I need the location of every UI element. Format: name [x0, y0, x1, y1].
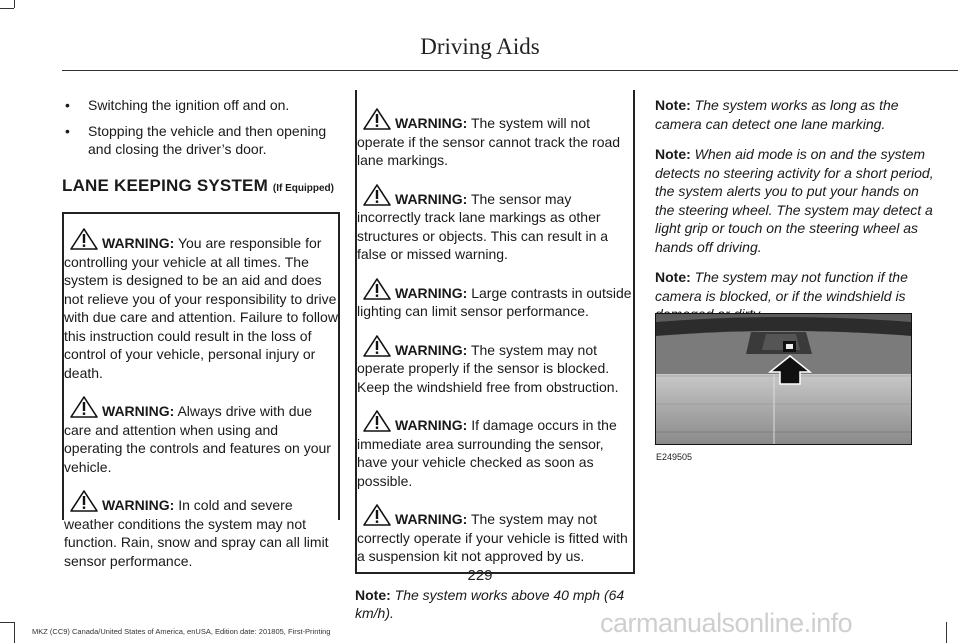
warning-item: WARNING: The sensor may incorrectly track lane markings as other structures or objects. This can result in a false or missed warning. — [357, 184, 633, 264]
note: Note: The system may not function if the camera is blocked, or if the windshield is — [655, 269, 908, 304]
camera-location-illustration — [655, 313, 912, 445]
column-1 — [62, 96, 340, 569]
warning-box — [355, 90, 635, 574]
bullet-list — [62, 96, 340, 159]
edition-footer: MKZ (CC9) Canada/United States of America, enUSA, Edition date: 201805, First-Printing — [32, 627, 331, 636]
warning-item: WARNING: The system may not operate properly if the sensor is blocked. Keep the windshield free from obstruction. — [357, 335, 633, 397]
warning-triangle-icon — [70, 228, 98, 250]
warning-triangle-icon — [363, 410, 391, 432]
warning-item: WARNING: The system may not correctly operate if your vehicle is fitted with a suspension kit not approved by us. — [357, 504, 633, 566]
list-item: • Stopping the vehicle and then opening and closing the driver’s door. — [65, 122, 327, 157]
warning-triangle-icon — [363, 108, 391, 130]
windshield-camera-drawing — [656, 314, 911, 444]
warning-item: WARNING: Always drive with due care and attention when using and operating the controls and features on your vehicle. — [64, 396, 338, 476]
crop-mark-bottom-left-vertical — [14, 622, 15, 643]
warning-triangle-icon — [70, 490, 98, 512]
warning-item: WARNING: If damage occurs in the immediate area surrounding the sensor, have your vehicle checked as soon as possible. — [357, 410, 633, 490]
crop-mark-bottom-left — [0, 622, 14, 623]
page-title: Driving Aids — [420, 34, 540, 59]
warning-triangle-icon — [363, 335, 391, 357]
warning-triangle-icon — [363, 278, 391, 300]
header-rule — [62, 70, 958, 71]
crop-mark-top-left — [0, 8, 14, 9]
column-3 — [655, 96, 935, 336]
section-heading: LANE KEEPING SYSTEM (If Equipped) — [62, 175, 334, 195]
warning-triangle-icon — [363, 184, 391, 206]
column-2 — [355, 90, 635, 635]
warning-item: WARNING: The system will not operate if the sensor cannot track the road lane markings. — [357, 108, 633, 170]
note: Note: When aid mode is on and the system detects no steering activity for a short period, the system alerts you to put your hands on the steering wheel. The system may detect a light grip or touch on the steering wheel as hands off driving. — [655, 146, 934, 255]
warning-box — [62, 212, 340, 569]
crop-mark-top-left-vertical — [14, 0, 15, 8]
warning-triangle-icon — [363, 504, 391, 526]
warning-item: WARNING: You are responsible for controlling your vehicle at all times. The system is designed to be an aid and does not relieve you of your responsibility to drive with due care and attention. Failure to follow this instruction could result in the loss of control of your vehicle, personal injury or death. — [64, 228, 338, 382]
page-number: 229 — [467, 567, 493, 584]
figure-code: E249505 — [656, 452, 693, 462]
list-item: • Switching the ignition off and on. — [65, 97, 290, 113]
watermark: carmanualsonline.info — [600, 608, 853, 638]
section-heading-qualifier: (If Equipped) — [272, 182, 334, 194]
warning-item: WARNING: Large contrasts in outside lighting can limit sensor performance. — [357, 278, 633, 321]
note: Note: The system works as long as the camera can detect one lane marking. — [655, 97, 899, 132]
warning-triangle-icon — [70, 396, 98, 418]
note: Note: The system works above 40 mph (64 km/h). — [355, 586, 625, 621]
crop-mark-bottom-right — [946, 622, 947, 643]
warning-item: WARNING: In cold and severe weather conditions the system may not function. Rain, snow and spray can all limit sensor performance. — [64, 490, 338, 570]
